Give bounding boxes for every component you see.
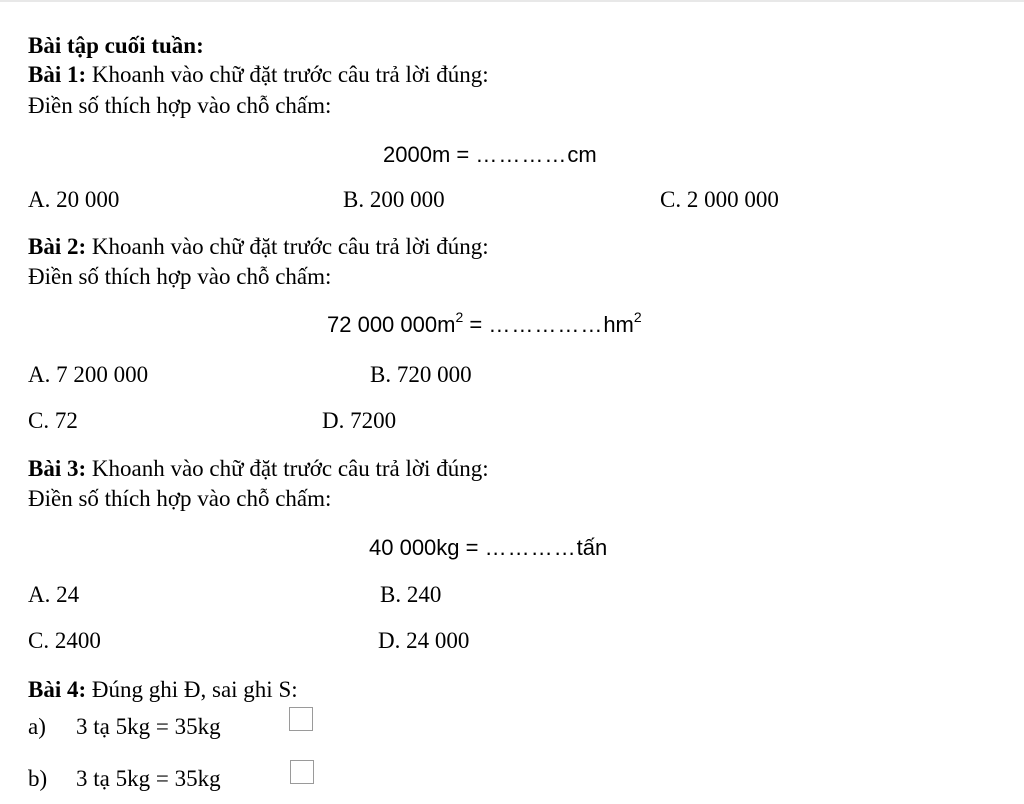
bai4-item-a-marker: a): [28, 714, 46, 739]
bai3-subinstruction: Điền số thích hợp vào chỗ chấm:: [28, 486, 332, 511]
bai1-heading: [28, 61, 489, 89]
bai2-eq-left: 72 000 000m: [327, 312, 456, 337]
bai1-option-c: C. 2 000 000: [660, 187, 779, 212]
bai1-label: Bài 1:: [28, 62, 87, 87]
bai3-equation: [369, 534, 607, 562]
bai4-item-b-answer-box[interactable]: [290, 760, 314, 784]
bai4-item-b-marker: b): [28, 766, 48, 791]
bai1-option-a: A. 20 000: [28, 187, 120, 212]
bai2-eq-unit: hm: [603, 312, 634, 337]
bai2-option-c: C. 72: [28, 408, 78, 433]
bai2-label: Bài 2:: [28, 234, 87, 259]
bai4-label: Bài 4:: [28, 677, 87, 702]
bai2-eq-left-sup: 2: [455, 308, 464, 325]
bai3-option-b: B. 240: [380, 582, 442, 607]
bai2-option-a: A. 7 200 000: [28, 362, 149, 387]
bai2-option-d: D. 7200: [322, 408, 397, 433]
bai1-option-b: B. 200 000: [343, 187, 445, 212]
bai2-eq-mid: =: [463, 312, 489, 337]
bai3-eq-left: 40 000kg =: [369, 535, 485, 560]
bai4-item-a-answer-box[interactable]: [289, 707, 313, 731]
bai3-option-d: D. 24 000: [378, 628, 470, 653]
bai3-label: Bài 3:: [28, 456, 87, 481]
bai2-option-b: B. 720 000: [370, 362, 472, 387]
bai3-heading: [28, 455, 489, 483]
worksheet-title: Bài tập cuối tuần:: [28, 33, 204, 58]
bai1-instruction: Khoanh vào chữ đặt trước câu trả lời đúng:: [86, 62, 489, 87]
bai1-eq-dots: …………: [475, 142, 568, 167]
bai2-equation: [327, 308, 642, 339]
bai1-eq-unit: cm: [567, 142, 597, 167]
bai3-option-c: C. 2400: [28, 628, 101, 653]
bai4-item-a-text: 3 tạ 5kg = 35kg: [76, 714, 221, 739]
bai4-heading: [28, 676, 298, 704]
top-border: [0, 0, 1024, 2]
bai2-subinstruction: Điền số thích hợp vào chỗ chấm:: [28, 264, 332, 289]
bai3-instruction: Khoanh vào chữ đặt trước câu trả lời đúng:: [86, 456, 489, 481]
bai1-eq-left: 2000m =: [383, 142, 476, 167]
bai2-eq-dots: ……………: [488, 312, 604, 337]
bai4-instruction: Đúng ghi Đ, sai ghi S:: [86, 677, 298, 702]
bai3-option-a: A. 24: [28, 582, 80, 607]
bai1-subinstruction: Điền số thích hợp vào chỗ chấm:: [28, 93, 332, 118]
bai3-eq-unit: tấn: [576, 535, 608, 560]
bai2-instruction: Khoanh vào chữ đặt trước câu trả lời đúng:: [86, 234, 489, 259]
bai4-item-b-text: 3 tạ 5kg = 35kg: [76, 766, 221, 791]
bai1-equation: [383, 141, 597, 169]
bai2-eq-unit-sup: 2: [633, 308, 642, 325]
bai3-eq-dots: …………: [484, 535, 577, 560]
bai2-heading: [28, 233, 489, 261]
